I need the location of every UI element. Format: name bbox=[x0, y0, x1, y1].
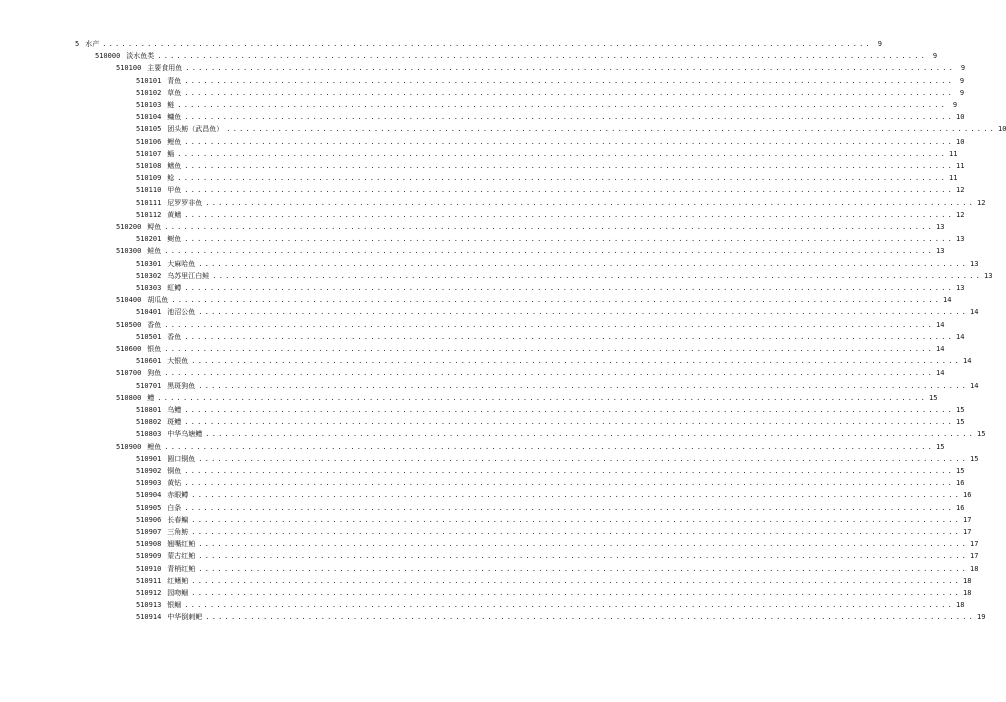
toc-entry-page-number: 17 bbox=[963, 515, 972, 524]
toc-entry[interactable] bbox=[136, 280, 965, 292]
toc-entry[interactable] bbox=[136, 573, 972, 585]
toc-entry[interactable] bbox=[136, 475, 965, 488]
toc-entry-page-number: 9 bbox=[932, 52, 938, 61]
toc-entry-code: 510911 bbox=[136, 576, 162, 585]
toc-leader-dots: ........................................................................................................................ bbox=[184, 113, 955, 122]
toc-entry[interactable] bbox=[136, 524, 972, 536]
toc-entry-title: 中华倒刺鲃 bbox=[167, 613, 203, 622]
toc-entry-page-number: 13 bbox=[936, 247, 945, 256]
toc-entry[interactable] bbox=[136, 158, 965, 170]
toc-entry[interactable] bbox=[136, 597, 965, 610]
toc-entry-title: 乌苏里江白鲑 bbox=[167, 271, 210, 280]
toc-entry[interactable] bbox=[116, 365, 945, 378]
toc-leader-dots: ........................................................................................................................ bbox=[164, 345, 935, 353]
toc-entry-title: 红鳍鲌 bbox=[167, 576, 189, 585]
toc-entry-title: 虹鳟 bbox=[167, 284, 182, 292]
toc-entry[interactable] bbox=[136, 195, 986, 207]
toc-leader-dots: ........................................................................................................................ bbox=[164, 369, 935, 378]
toc-leader-dots: ........................................................................................................................ bbox=[102, 40, 872, 48]
toc-leader-dots: ........................................................................................................................ bbox=[184, 503, 955, 512]
toc-entry-code: 510000 bbox=[95, 52, 121, 61]
toc-entry-code: 510108 bbox=[136, 162, 162, 170]
toc-entry-page-number: 15 bbox=[977, 430, 986, 439]
toc-leader-dots: ........................................................................................................................ bbox=[184, 162, 955, 170]
toc-entry-page-number: 9 bbox=[959, 88, 965, 97]
toc-leader-dots: ........................................................................................................................ bbox=[184, 601, 955, 610]
toc-entry-code: 510904 bbox=[136, 491, 162, 500]
toc-entry[interactable] bbox=[136, 256, 979, 268]
toc-leader-dots: ........................................................................................................................ bbox=[164, 223, 935, 231]
toc-entry-page-number: 14 bbox=[936, 345, 945, 353]
toc-entry-title: 圆口铜鱼 bbox=[167, 454, 196, 463]
toc-entry[interactable] bbox=[136, 536, 979, 549]
toc-entry-code: 510913 bbox=[136, 601, 162, 610]
toc-entry-code: 510105 bbox=[136, 125, 162, 134]
toc-entry-page-number: 13 bbox=[956, 284, 965, 292]
toc-entry-title: 狗鱼 bbox=[147, 369, 162, 378]
toc-entry[interactable] bbox=[116, 390, 938, 402]
toc-entry-title: 斑鳢 bbox=[167, 418, 182, 427]
toc-entry-title: 园吻鲴 bbox=[167, 589, 189, 597]
toc-entry-code: 510111 bbox=[136, 198, 162, 207]
toc-entry-title: 主要食用鱼 bbox=[147, 64, 183, 73]
toc-entry-title: 鲑鱼 bbox=[147, 247, 162, 256]
toc-leader-dots: ........................................................................................................................ bbox=[184, 88, 955, 97]
toc-entry-title: 铜鱼 bbox=[167, 467, 182, 475]
toc-leader-dots: ........................................................................................................................ bbox=[184, 76, 955, 85]
toc-entry-code: 510701 bbox=[136, 381, 162, 390]
toc-entry-page-number: 16 bbox=[956, 503, 965, 512]
toc-entry-title: 团头鲂（武昌鱼） bbox=[167, 125, 224, 134]
toc-entry-code: 510400 bbox=[116, 296, 142, 305]
toc-entry-title: 胡瓜鱼 bbox=[147, 296, 169, 305]
toc-leader-dots: ........................................................................................................................ bbox=[205, 198, 976, 207]
toc-entry-title: 鳢 bbox=[147, 393, 155, 402]
toc-entry-title: 青鱼 bbox=[167, 76, 182, 85]
toc-entry[interactable] bbox=[136, 512, 972, 524]
toc-entry-code: 510903 bbox=[136, 479, 162, 488]
toc-entry[interactable] bbox=[136, 134, 965, 146]
toc-leader-dots: ........................................................................................................................ bbox=[191, 576, 962, 585]
toc-entry-code: 510906 bbox=[136, 515, 162, 524]
toc-leader-dots: ........................................................................................................................ bbox=[157, 393, 928, 402]
toc-entry-code: 510100 bbox=[116, 64, 142, 73]
toc-entry-page-number: 12 bbox=[956, 186, 965, 195]
toc-leader-dots: ........................................................................................................................ bbox=[212, 271, 983, 280]
toc-entry[interactable] bbox=[136, 85, 965, 97]
toc-entry[interactable] bbox=[136, 182, 965, 195]
toc-entry[interactable] bbox=[136, 353, 972, 366]
toc-entry-code: 510302 bbox=[136, 271, 162, 280]
toc-entry-page-number: 17 bbox=[970, 552, 979, 561]
toc-leader-dots: ........................................................................................................................ bbox=[177, 174, 948, 183]
toc-leader-dots: ........................................................................................................................ bbox=[184, 186, 955, 195]
toc-entry-page-number: 17 bbox=[970, 540, 979, 549]
toc-leader-dots: ........................................................................................................................ bbox=[205, 430, 976, 439]
toc-entry-page-number: 9 bbox=[960, 64, 966, 73]
toc-entry-page-number: 14 bbox=[963, 357, 972, 366]
toc-leader-dots: ........................................................................................................................ bbox=[198, 540, 969, 549]
toc-entry-code: 510901 bbox=[136, 454, 162, 463]
toc-entry-code: 510803 bbox=[136, 430, 162, 439]
toc-entry-page-number: 13 bbox=[970, 259, 979, 268]
toc-entry[interactable] bbox=[136, 207, 965, 219]
toc-entry-page-number: 14 bbox=[936, 320, 945, 329]
toc-entry[interactable] bbox=[136, 463, 965, 475]
toc-entry-code: 510201 bbox=[136, 235, 162, 244]
toc-entry-code: 510103 bbox=[136, 101, 162, 109]
toc-entry-code: 510902 bbox=[136, 467, 162, 475]
toc-entry-code: 510106 bbox=[136, 137, 162, 146]
toc-entry-code: 510401 bbox=[136, 308, 162, 317]
toc-leader-dots: ........................................................................................................................ bbox=[198, 259, 969, 268]
toc-entry[interactable] bbox=[136, 402, 965, 414]
toc-entry-page-number: 13 bbox=[956, 235, 965, 244]
toc-entry-title: 草鱼 bbox=[167, 88, 182, 97]
toc-entry-title: 鲢 bbox=[167, 101, 175, 109]
toc-entry-code: 510914 bbox=[136, 613, 162, 622]
toc-entry[interactable] bbox=[136, 231, 965, 244]
toc-leader-dots: ........................................................................................................................ bbox=[198, 454, 969, 463]
toc-entry-page-number: 10 bbox=[998, 125, 1006, 134]
toc-entry[interactable] bbox=[116, 292, 952, 305]
toc-leader-dots: ........................................................................................................................ bbox=[184, 210, 955, 219]
toc-entry[interactable] bbox=[136, 609, 986, 622]
toc-entry[interactable] bbox=[116, 341, 945, 353]
toc-entry-code: 510801 bbox=[136, 406, 162, 414]
toc-entry-title: 大麻哈鱼 bbox=[167, 259, 196, 268]
toc-entry-title: 鲤鱼 bbox=[147, 442, 162, 451]
toc-entry-page-number: 15 bbox=[956, 418, 965, 427]
toc-entry[interactable] bbox=[116, 439, 945, 451]
toc-entry[interactable] bbox=[116, 60, 966, 73]
toc-leader-dots: ........................................................................................................................ bbox=[184, 418, 955, 427]
toc-entry-page-number: 16 bbox=[963, 491, 972, 500]
toc-entry-page-number: 14 bbox=[970, 381, 979, 390]
toc-entry-page-number: 9 bbox=[952, 101, 958, 109]
toc-leader-dots: ........................................................................................................................ bbox=[184, 467, 955, 475]
toc-entry[interactable] bbox=[75, 36, 882, 48]
toc-entry-title: 银鱼 bbox=[147, 345, 162, 353]
toc-entry-page-number: 18 bbox=[970, 564, 979, 573]
toc-entry-page-number: 14 bbox=[956, 332, 965, 341]
toc-entry-page-number: 10 bbox=[956, 137, 965, 146]
toc-entry[interactable] bbox=[136, 146, 958, 158]
toc-entry-title: 鲟鱼 bbox=[147, 223, 162, 231]
toc-leader-dots: ........................................................................................................................ bbox=[191, 491, 962, 500]
toc-entry[interactable] bbox=[136, 548, 979, 561]
toc-entry-code: 510912 bbox=[136, 589, 162, 597]
toc-leader-dots: ........................................................................................................................ bbox=[177, 149, 948, 158]
toc-entry[interactable] bbox=[136, 378, 979, 390]
toc-entry-code: 510200 bbox=[116, 223, 142, 231]
toc-leader-dots: ........................................................................................................................ bbox=[198, 381, 969, 390]
toc-entry[interactable] bbox=[136, 304, 979, 317]
toc-entry-code: 510112 bbox=[136, 210, 162, 219]
toc-entry-title: 三角鲂 bbox=[167, 528, 189, 536]
toc-entry-code: 510110 bbox=[136, 186, 162, 195]
toc-entry-title: 甲鱼 bbox=[167, 186, 182, 195]
toc-entry-code: 510303 bbox=[136, 284, 162, 292]
toc-entry[interactable] bbox=[136, 97, 958, 109]
toc-entry-page-number: 14 bbox=[943, 296, 952, 305]
toc-entry-title: 中华乌塘鳢 bbox=[167, 430, 203, 439]
toc-leader-dots: ........................................................................................................................ bbox=[164, 320, 935, 329]
toc-leader-dots: ........................................................................................................................ bbox=[191, 589, 962, 597]
toc-leader-dots: ........................................................................................................................ bbox=[164, 442, 935, 451]
toc-entry-title: 白条 bbox=[167, 503, 182, 512]
toc-entry[interactable] bbox=[116, 317, 945, 329]
toc-leader-dots: ........................................................................................................................ bbox=[184, 284, 955, 292]
toc-leader-dots: ........................................................................................................................ bbox=[184, 406, 955, 414]
toc-entry-title: 鲥鱼 bbox=[167, 235, 182, 244]
toc-entry-page-number: 18 bbox=[963, 589, 972, 597]
toc-entry[interactable] bbox=[116, 243, 945, 256]
toc-entry[interactable] bbox=[136, 487, 972, 500]
toc-entry-page-number: 15 bbox=[970, 454, 979, 463]
toc-entry-title: 银鲴 bbox=[167, 601, 182, 610]
toc-entry[interactable] bbox=[136, 561, 979, 573]
toc-entry-code: 5 bbox=[75, 40, 80, 48]
toc-entry-title: 青梢红鲌 bbox=[167, 564, 196, 573]
toc-entry-page-number: 9 bbox=[877, 40, 882, 48]
toc-entry[interactable] bbox=[136, 414, 965, 427]
toc-entry[interactable] bbox=[95, 48, 938, 61]
toc-entry-code: 510910 bbox=[136, 564, 162, 573]
toc-entry-code: 510700 bbox=[116, 369, 142, 378]
toc-entry-page-number: 15 bbox=[929, 393, 938, 402]
toc-entry-title: 鳝鱼 bbox=[167, 162, 182, 170]
toc-leader-dots: ........................................................................................................................ bbox=[198, 564, 969, 573]
toc-entry-title: 水产 bbox=[85, 40, 100, 48]
toc-entry-page-number: 15 bbox=[956, 406, 965, 414]
toc-entry-title: 香鱼 bbox=[147, 320, 162, 329]
toc-entry-page-number: 16 bbox=[956, 479, 965, 488]
toc-entry-title: 尼罗罗非鱼 bbox=[167, 198, 203, 207]
toc-leader-dots: ........................................................................................................................ bbox=[226, 125, 997, 134]
toc-leader-dots: ........................................................................................................................ bbox=[198, 552, 969, 561]
toc-entry-page-number: 11 bbox=[949, 149, 958, 158]
toc-entry-page-number: 13 bbox=[936, 223, 945, 231]
toc-entry-title: 黄钻 bbox=[167, 479, 182, 488]
toc-entry-code: 510908 bbox=[136, 540, 162, 549]
toc-entry[interactable] bbox=[136, 268, 993, 280]
toc-leader-dots: ........................................................................................................................ bbox=[184, 137, 955, 146]
toc-entry-page-number: 19 bbox=[977, 613, 986, 622]
toc-entry-page-number: 14 bbox=[970, 308, 979, 317]
toc-leader-dots: ........................................................................................................................ bbox=[198, 308, 969, 317]
toc-entry[interactable] bbox=[136, 451, 979, 463]
toc-entry-page-number: 18 bbox=[956, 601, 965, 610]
toc-entry-title: 大银鱼 bbox=[167, 357, 189, 366]
toc-entry-title: 鲤鱼 bbox=[167, 137, 182, 146]
toc-leader-dots: ........................................................................................................................ bbox=[184, 332, 955, 341]
toc-leader-dots: ........................................................................................................................ bbox=[205, 613, 976, 622]
toc-leader-dots: ........................................................................................................................ bbox=[171, 296, 942, 305]
toc-entry-title: 淡水鱼类 bbox=[126, 52, 155, 61]
toc-entry-title: 鳙鱼 bbox=[167, 113, 182, 122]
toc-entry-code: 510501 bbox=[136, 332, 162, 341]
toc-entry-title: 翘嘴红鲌 bbox=[167, 540, 196, 549]
toc-entry-page-number: 10 bbox=[956, 113, 965, 122]
toc-leader-dots: ........................................................................................................................ bbox=[185, 64, 956, 73]
toc-entry-code: 510907 bbox=[136, 528, 162, 536]
toc-entry-code: 510600 bbox=[116, 345, 142, 353]
toc-entry-title: 香鱼 bbox=[167, 332, 182, 341]
toc-entry-code: 510101 bbox=[136, 76, 162, 85]
toc-entry-code: 510500 bbox=[116, 320, 142, 329]
toc-leader-dots: ........................................................................................................................ bbox=[157, 52, 928, 61]
toc-entry-page-number: 9 bbox=[959, 76, 965, 85]
toc-entry-code: 510800 bbox=[116, 393, 142, 402]
toc-entry-title: 黄鳝 bbox=[167, 210, 182, 219]
toc-leader-dots: ........................................................................................................................ bbox=[164, 247, 935, 256]
toc-entry[interactable] bbox=[116, 219, 945, 231]
toc-entry-title: 长春鳊 bbox=[167, 515, 189, 524]
toc-leader-dots: ........................................................................................................................ bbox=[191, 528, 962, 536]
toc-entry-code: 510107 bbox=[136, 149, 162, 158]
toc-entry[interactable] bbox=[136, 109, 965, 122]
toc-entry-code: 510301 bbox=[136, 259, 162, 268]
toc-leader-dots: ........................................................................................................................ bbox=[184, 235, 955, 244]
toc-entry[interactable] bbox=[136, 329, 965, 341]
toc-leader-dots: ........................................................................................................................ bbox=[177, 101, 948, 109]
toc-entry-code: 510900 bbox=[116, 442, 142, 451]
toc-entry-page-number: 11 bbox=[956, 162, 965, 170]
toc-entry-code: 510104 bbox=[136, 113, 162, 122]
toc-entry[interactable] bbox=[136, 73, 965, 85]
toc-entry-page-number: 12 bbox=[956, 210, 965, 219]
toc-entry[interactable] bbox=[136, 170, 958, 183]
toc-entry-code: 510102 bbox=[136, 88, 162, 97]
toc-entry[interactable] bbox=[136, 426, 986, 439]
toc-leader-dots: ........................................................................................................................ bbox=[191, 357, 962, 366]
toc-leader-dots: ........................................................................................................................ bbox=[191, 515, 962, 524]
toc-entry-title: 赤眼鳟 bbox=[167, 491, 189, 500]
toc-entry-title: 蒙古红鲌 bbox=[167, 552, 196, 561]
toc-entry-page-number: 12 bbox=[977, 198, 986, 207]
toc-entry-code: 510802 bbox=[136, 418, 162, 427]
toc-entry-page-number: 15 bbox=[956, 467, 965, 475]
toc-entry-title: 鲶 bbox=[167, 174, 175, 183]
toc-entry-code: 510909 bbox=[136, 552, 162, 561]
toc-entry[interactable] bbox=[136, 500, 965, 512]
toc-entry-title: 鲻 bbox=[167, 149, 175, 158]
toc-entry-page-number: 14 bbox=[936, 369, 945, 378]
toc-entry-page-number: 13 bbox=[984, 271, 993, 280]
toc-entry-code: 510109 bbox=[136, 174, 162, 183]
toc-entry[interactable] bbox=[136, 121, 1006, 134]
toc-entry-page-number: 17 bbox=[963, 528, 972, 536]
toc-entry-page-number: 18 bbox=[963, 576, 972, 585]
toc-entry-page-number: 11 bbox=[949, 174, 958, 183]
toc-leader-dots: ........................................................................................................................ bbox=[184, 479, 955, 488]
toc-entry-title: 池沼公鱼 bbox=[167, 308, 196, 317]
toc-entry-code: 510300 bbox=[116, 247, 142, 256]
toc-entry-title: 乌鳢 bbox=[167, 406, 182, 414]
toc-entry-code: 510905 bbox=[136, 503, 162, 512]
toc-entry[interactable] bbox=[136, 585, 972, 597]
toc-entry-title: 黑斑狗鱼 bbox=[167, 381, 196, 390]
toc-entry-code: 510601 bbox=[136, 357, 162, 366]
toc-entry-page-number: 15 bbox=[936, 442, 945, 451]
